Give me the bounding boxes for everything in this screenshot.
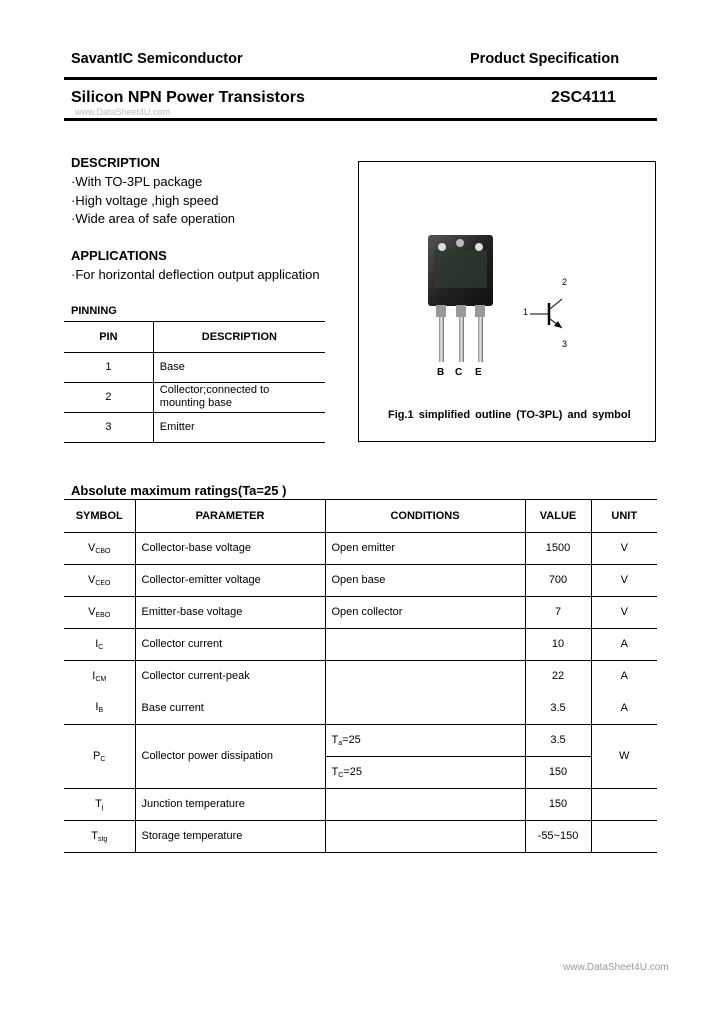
- symbol-sub: CBO: [95, 547, 111, 555]
- condition: Open base: [325, 564, 525, 596]
- ratings-table: [64, 500, 657, 853]
- figure-caption: Fig.1 simplified outline (TO-3PL) and symbol: [388, 409, 631, 421]
- symbol-pin-1: 1: [523, 307, 529, 317]
- table-row: [64, 788, 657, 820]
- condition-sub: C: [338, 771, 344, 779]
- condition: [325, 820, 525, 852]
- table-row: [64, 628, 657, 660]
- symbol-cell: [64, 788, 135, 820]
- symbol-pin-2: 2: [562, 277, 568, 287]
- condition-tail: =25: [343, 765, 362, 778]
- symbol: P: [93, 749, 101, 762]
- symbol-cell: [64, 564, 135, 596]
- symbol: T: [91, 829, 98, 842]
- pin-description: Emitter: [153, 412, 325, 442]
- lead-label-e: E: [475, 367, 482, 378]
- condition-sub: a: [338, 739, 343, 747]
- unit: A: [591, 692, 657, 724]
- to3pl-package-icon: [359, 162, 655, 441]
- applications-title: APPLICATIONS: [71, 248, 167, 263]
- symbol-cell: [64, 596, 135, 628]
- pin-header: PIN: [64, 322, 153, 352]
- unit-header: UNIT: [591, 500, 657, 532]
- parameter: Base current: [135, 692, 325, 724]
- pin-number: 2: [64, 382, 153, 412]
- value-header: VALUE: [525, 500, 591, 532]
- unit: V: [591, 564, 657, 596]
- value: 1500: [525, 532, 591, 564]
- parameter: Collector current: [135, 628, 325, 660]
- condition: [325, 692, 525, 724]
- pin-description-cell: [153, 382, 325, 412]
- value: -55~150: [525, 820, 591, 852]
- pin-description: Base: [153, 352, 325, 382]
- symbol-header: SYMBOL: [64, 500, 135, 532]
- parameter: Junction temperature: [135, 788, 325, 820]
- pin-description: Collector;connected to mounting base: [159, 384, 270, 409]
- description-title: DESCRIPTION: [71, 155, 160, 170]
- symbol-sub: B: [98, 707, 104, 715]
- symbol-pin-3: 3: [562, 339, 568, 349]
- description-item: ·With TO-3PL package: [71, 174, 203, 189]
- product-line: Silicon NPN Power Transistors: [71, 89, 305, 106]
- table-row: [64, 382, 325, 412]
- pinning-title: PINNING: [71, 305, 117, 317]
- value: 3.5: [525, 692, 591, 724]
- table-row: [64, 352, 325, 382]
- value: 3.5: [525, 724, 591, 756]
- symbol: I: [92, 669, 96, 682]
- company-name: SavantIC Semiconductor: [71, 51, 243, 67]
- symbol: T: [95, 797, 102, 810]
- condition-cell: [325, 724, 525, 756]
- small-watermark: www.DataSheet4U.com: [75, 107, 171, 117]
- figure-box: [358, 161, 656, 442]
- symbol-sub: C: [98, 643, 104, 651]
- parameter: Collector-emitter voltage: [135, 564, 325, 596]
- value: 150: [525, 756, 591, 788]
- unit: A: [591, 628, 657, 660]
- symbol-sub: CEO: [95, 579, 111, 587]
- parameter: Emitter-base voltage: [135, 596, 325, 628]
- condition: Open collector: [325, 596, 525, 628]
- condition: [325, 628, 525, 660]
- symbol: V: [87, 541, 96, 554]
- description-item: ·Wide area of safe operation: [71, 211, 236, 226]
- table-row: [64, 596, 657, 628]
- parameter: Collector power dissipation: [135, 724, 325, 788]
- condition: [325, 660, 525, 692]
- symbol: I: [95, 701, 99, 714]
- table-row: [64, 692, 657, 724]
- condition: T: [331, 765, 339, 778]
- unit: V: [591, 532, 657, 564]
- unit: V: [591, 596, 657, 628]
- pinning-table: [64, 322, 325, 443]
- symbol-cell: [64, 820, 135, 852]
- table-row: [64, 564, 657, 596]
- conditions-header: CONDITIONS: [325, 500, 525, 532]
- symbol-cell: [64, 660, 135, 692]
- parameter: Collector-base voltage: [135, 532, 325, 564]
- symbol: V: [87, 573, 96, 586]
- symbol-sub: stg: [97, 835, 108, 843]
- symbol-cell: [64, 532, 135, 564]
- value: 7: [525, 596, 591, 628]
- condition: T: [331, 733, 339, 746]
- ratings-title: Absolute maximum ratings(Ta=25 ): [71, 483, 287, 498]
- doc-type: Product Specification: [470, 51, 620, 67]
- part-number: 2SC4111: [551, 89, 616, 106]
- table-row: [64, 412, 325, 442]
- applications-item: ·For horizontal deflection output application: [71, 267, 320, 282]
- value: 700: [525, 564, 591, 596]
- symbol: I: [95, 637, 99, 650]
- symbol-cell: [64, 692, 135, 724]
- description-item: ·High voltage ,high speed: [71, 193, 219, 208]
- symbol-sub: CM: [95, 675, 107, 683]
- table-row: [64, 660, 657, 692]
- lead-label-b: B: [437, 367, 445, 378]
- parameter: Collector current-peak: [135, 660, 325, 692]
- table-row: [64, 322, 325, 352]
- pin-number: 1: [64, 352, 153, 382]
- unit: [591, 788, 657, 820]
- value: 150: [525, 788, 591, 820]
- table-row: [64, 532, 657, 564]
- header-rule-top: [64, 77, 657, 80]
- unit: A: [591, 660, 657, 692]
- lead-label-c: C: [455, 367, 463, 378]
- value: 10: [525, 628, 591, 660]
- condition: [325, 788, 525, 820]
- symbol: V: [88, 605, 96, 618]
- header-rule-bottom: [64, 118, 657, 121]
- symbol-sub: EBO: [95, 611, 111, 619]
- table-row: [64, 500, 657, 532]
- table-row: [64, 724, 657, 756]
- value: 22: [525, 660, 591, 692]
- unit: W: [591, 724, 657, 788]
- table-row: [64, 820, 657, 852]
- symbol-cell: [64, 724, 135, 788]
- footer-watermark: www.DataSheet4U.com: [563, 962, 669, 973]
- desc-header: DESCRIPTION: [153, 322, 325, 352]
- parameter: Storage temperature: [135, 820, 325, 852]
- unit: [591, 820, 657, 852]
- condition-cell: [325, 756, 525, 788]
- condition: Open emitter: [325, 532, 525, 564]
- condition-tail: =25: [342, 733, 361, 746]
- symbol-sub: j: [101, 803, 104, 811]
- parameter-header: PARAMETER: [135, 500, 325, 532]
- pin-number: 3: [64, 412, 153, 442]
- symbol-cell: [64, 628, 135, 660]
- symbol-sub: C: [100, 755, 106, 763]
